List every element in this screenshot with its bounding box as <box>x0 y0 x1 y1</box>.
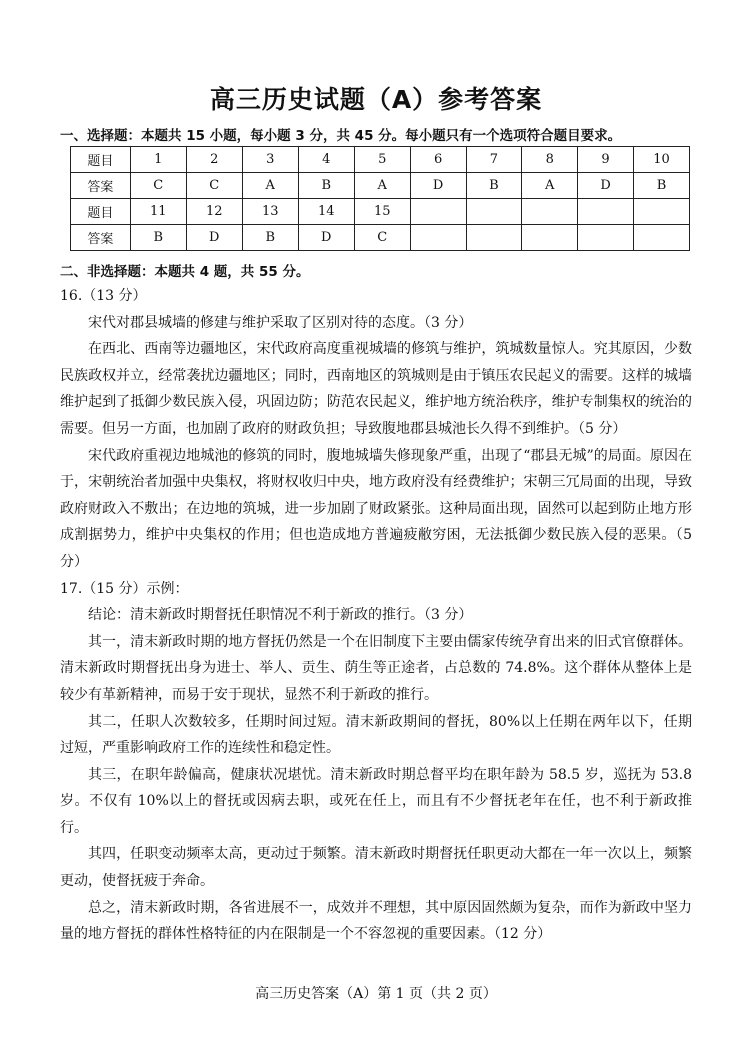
q17-paragraph: 其三，在职年龄偏高，健康状况堪忧。清末新政时期总督平均在职年龄为 58.5 岁，巡抚为 53.8 岁。不仅有 10%以上的督抚或因病去职，或死在任上，而且有不少督抚老年在任，也不利于新政推行。 <box>60 766 692 836</box>
table-cell: B <box>633 173 689 199</box>
table-cell: 14 <box>298 199 354 225</box>
table-cell <box>410 199 466 225</box>
table-cell: 2 <box>186 147 242 173</box>
table-row <box>71 199 690 225</box>
table-cell: A <box>354 173 410 199</box>
table-cell <box>466 225 522 251</box>
page-title: 高三历史试题（A）参考答案 <box>209 85 543 114</box>
answer-body <box>60 283 692 948</box>
table-cell <box>578 225 634 251</box>
table-cell <box>410 225 466 251</box>
table-cell <box>633 225 689 251</box>
table-cell: D <box>578 173 634 199</box>
q17-paragraph: 其一，清末新政时期的地方督抚仍然是一个在旧制度下主要由儒家传统孕育出来的旧式官僚群体。清末新政时期督抚出身为进士、举人、贡生、荫生等正途者，占总数的 74.8%。这个群体从整体上是较少有革新精神，而易于安于现状，显然不利于新政的推行。 <box>60 633 692 703</box>
table-cell: B <box>130 225 186 251</box>
table-cell: 11 <box>130 199 186 225</box>
table-cell: 4 <box>298 147 354 173</box>
table-cell <box>633 199 689 225</box>
table-cell: C <box>354 225 410 251</box>
question-16-heading: 16.（13 分） <box>60 288 147 304</box>
table-cell: 15 <box>354 199 410 225</box>
section-2-heading: 二、非选择题：本题共 4 题，共 55 分。 <box>60 264 310 280</box>
table-cell: D <box>410 173 466 199</box>
q17-paragraph: 总之，清末新政时期，各省进展不一，成效并不理想，其中原因固然颇为复杂，而作为新政中坚力量的地方督抚的群体性格特征的内在限制是一个不容忽视的重要因素。（12 分） <box>60 899 692 943</box>
table-cell: 9 <box>578 147 634 173</box>
page-footer: 高三历史答案（A）第 1 页（共 2 页） <box>255 986 497 1002</box>
table-cell: C <box>186 173 242 199</box>
table-cell: A <box>242 173 298 199</box>
table-row-header: 答案 <box>71 173 131 199</box>
q17-paragraph: 结论：清末新政时期督抚任职情况不利于新政的推行。（3 分） <box>88 607 473 624</box>
table-row <box>71 173 690 199</box>
q16-paragraph: 宋代政府重视边地城池的修筑的同时，腹地城墙失修现象严重，出现了“郡县无城”的局面。原因在于，宋朝统治者加强中央集权，将财权收归中央，地方政府没有经费维护；宋朝三冗局面的出现，导致政府财政入不敷出；在边地的筑城，进一步加剧了财政紧张。这种局面出现，固然可以起到防止地方形成割据势力，维护中央集权的作用；但也造成地方普遍疲敝穷困，无法抵御少数民族入侵的恶果。（5 分） <box>60 447 692 570</box>
table-cell <box>578 199 634 225</box>
table-cell: D <box>186 225 242 251</box>
table-cell <box>522 199 578 225</box>
table-row <box>71 225 690 251</box>
table-cell: 1 <box>130 147 186 173</box>
table-cell: B <box>466 173 522 199</box>
table-cell: A <box>522 173 578 199</box>
table-cell: B <box>242 225 298 251</box>
table-cell: D <box>298 225 354 251</box>
q16-paragraph: 宋代对郡县城墙的修建与维护采取了区别对待的态度。（3 分） <box>88 314 473 331</box>
table-cell: 7 <box>466 147 522 173</box>
table-cell: 6 <box>410 147 466 173</box>
table-cell: 8 <box>522 147 578 173</box>
table-cell: 12 <box>186 199 242 225</box>
table-row-header: 题目 <box>71 147 131 173</box>
q16-paragraph: 在西北、西南等边疆地区，宋代政府高度重视城墙的修筑与维护，筑城数量惊人。究其原因，少数民族政权并立，经常袭扰边疆地区；同时，西南地区的筑城则是由于镇压农民起义的需要。这样的城墙维护起到了抵御少数民族入侵，巩固边防；防范农民起义，维护地方统治秩序，维护专制集权的统治的需要。但另一方面，也加剧了政府的财政负担；导致腹地郡县城池长久得不到维护。（5 分） <box>60 341 692 437</box>
table-cell <box>522 225 578 251</box>
q17-paragraph: 其二，任职人次数较多，任期时间过短。清末新政期间的督抚，80%以上任期在两年以下，任期过短，严重影响政府工作的连续性和稳定性。 <box>60 713 692 757</box>
table-cell: 13 <box>242 199 298 225</box>
table-cell: C <box>130 173 186 199</box>
table-cell: 10 <box>633 147 689 173</box>
section-1-heading: 一、选择题：本题共 15 小题，每小题 3 分，共 45 分。每小题只有一个选项符合题目要求。 <box>60 128 622 144</box>
table-row <box>71 147 690 173</box>
table-cell <box>466 199 522 225</box>
table-row-header: 答案 <box>71 225 131 251</box>
answer-table <box>70 146 690 251</box>
question-17-heading: 17.（15 分）示例： <box>60 580 189 597</box>
table-cell: B <box>298 173 354 199</box>
table-cell: 3 <box>242 147 298 173</box>
table-cell: 5 <box>354 147 410 173</box>
table-row-header: 题目 <box>71 199 131 225</box>
q17-paragraph: 其四，任职变动频率太高，更动过于频繁。清末新政时期督抚任职更动大都在一年一次以上，频繁更动，使督抚疲于奔命。 <box>60 846 692 890</box>
